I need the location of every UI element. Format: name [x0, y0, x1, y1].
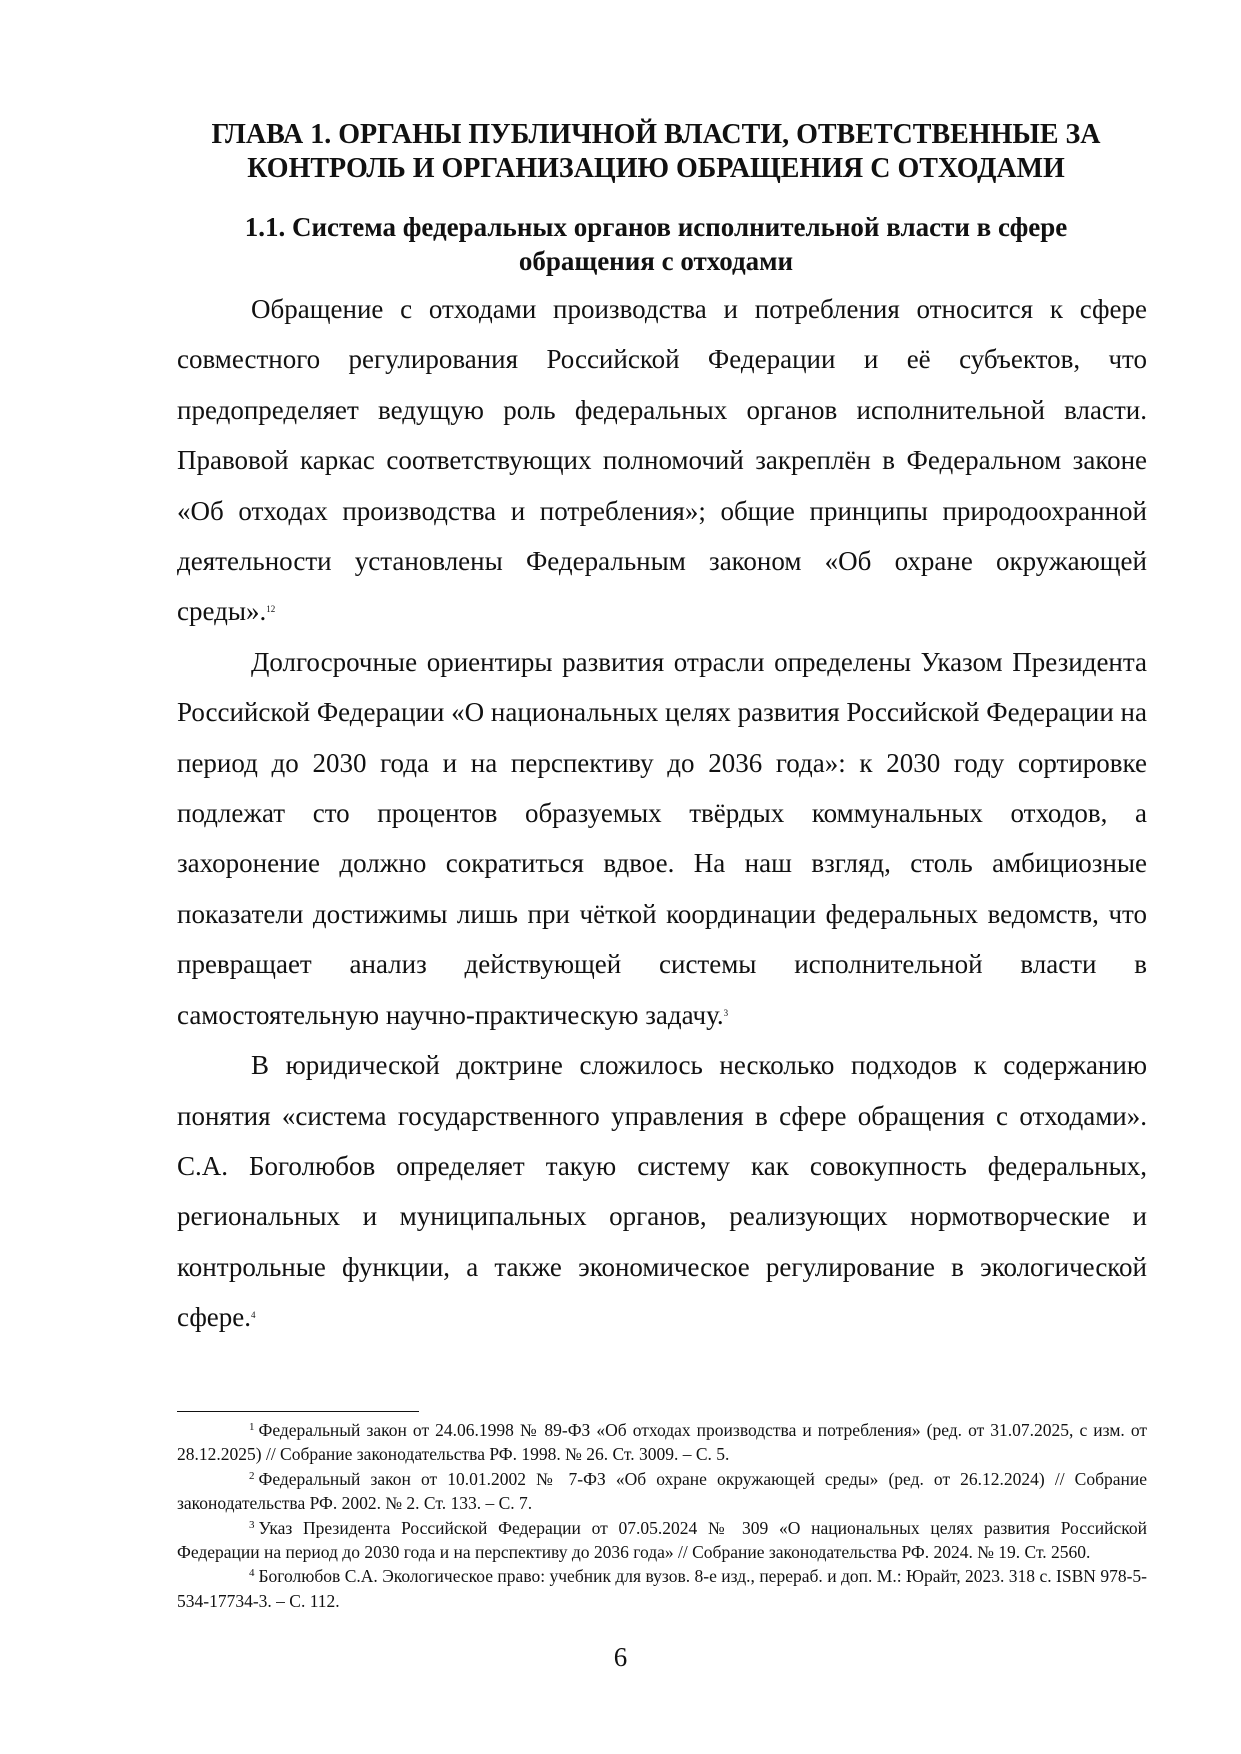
footnote-text: Федеральный закон от 10.01.2002 № 7-ФЗ «Об охране окружающей среды» (ред. от 26.12.2024) // Собрание законодательства РФ. 2002. № 2. Ст. 133. – С. 7. — [177, 1468, 1147, 1514]
paragraph-text: Долгосрочные ориентиры развития отрасли определены Указом Президента Российской Федерации «О национальных целях развития Российской Федерации на период до 2030 года и на перспективу до 2036 года»: к 2030 году сортировке подлежат сто процентов образуемых твёрдых коммунальных отходов, а захоронение должно сократиться вдвое. На наш взгляд, столь амбициозные показатели достижимы лишь при чёткой координации федеральных ведомств, что превращает анализ действующей системы исполнительной власти в самостоятельную научно-практическую задачу. — [177, 646, 1147, 1030]
footnote-number: 4 — [249, 1567, 255, 1580]
footnote-number: 2 — [249, 1469, 255, 1482]
footnote-ref[interactable]: 3 — [723, 1007, 729, 1018]
paragraph — [177, 284, 1147, 637]
footnote-text: Боголюбов С.А. Экологическое право: учебник для вузов. 8-е изд., перераб. и доп. М.: Юрайт, 2023. 318 с. ISBN 978-5-534-17734-3. – С. 112. — [177, 1566, 1147, 1611]
footnotes — [177, 1418, 1147, 1613]
footnote — [177, 1564, 1147, 1613]
chapter-title: ГЛАВА 1. ОРГАНЫ ПУБЛИЧНОЙ ВЛАСТИ, ОТВЕТСТВЕННЫЕ ЗА КОНТРОЛЬ И ОРГАНИЗАЦИЮ ОБРАЩЕНИЯ С ОТХОДАМИ — [211, 119, 1101, 184]
paragraph — [177, 1040, 1147, 1342]
footnote-text: Федеральный закон от 24.06.1998 № 89-ФЗ «Об отходах производства и потребления» (ред. от 31.07.2025, с изм. от 28.12.2025) // Собрание законодательства РФ. 1998. № 26. Ст. 3009. – С. 5. — [177, 1420, 1147, 1465]
paragraph-text: В юридической доктрине сложилось несколько подходов к содержанию понятия «система государственного управления в сфере обращения с отходами». С.А. Боголюбов определяет такую систему как совокупность федеральных, региональных и муниципальных органов, реализующих нормотворческие и контрольные функции, а также экономическое регулирование в экологической сфере. — [177, 1050, 1147, 1333]
footnote — [177, 1418, 1147, 1467]
footnote-ref[interactable]: 12 — [266, 604, 276, 615]
footnote-text: Указ Президента Российской Федерации от 07.05.2024 № 309 «О национальных целях развития Российской Федерации на период до 2030 года и на перспективу до 2036 года» // Собрание законодательства РФ. 2024. № 19. Ст. 2560. — [177, 1517, 1147, 1563]
paragraph — [177, 637, 1147, 1040]
footnote-ref[interactable]: 4 — [251, 1310, 256, 1321]
footnote-number: 3 — [249, 1518, 255, 1531]
footnote — [177, 1516, 1147, 1565]
section-title: 1.1. Система федеральных органов исполнительной власти в сфере обращения с отходами — [244, 212, 1068, 276]
footnote-number: 1 — [249, 1421, 255, 1433]
footnote — [177, 1467, 1147, 1516]
page-number: 6 — [613, 1642, 628, 1672]
body-text — [177, 284, 1147, 1343]
paragraph-text: Обращение с отходами производства и потребления относится к сфере совместного регулирования Российской Федерации и её субъектов, что предопределяет ведущую роль федеральных органов исполнительной власти. Правовой каркас соответствующих полномочий закреплён в Федеральном законе «Об отходах производства и потребления»; общие принципы природоохранной деятельности установлены Федеральным законом «Об охране окружающей среды». — [177, 294, 1147, 627]
footnote-separator — [177, 1411, 419, 1412]
